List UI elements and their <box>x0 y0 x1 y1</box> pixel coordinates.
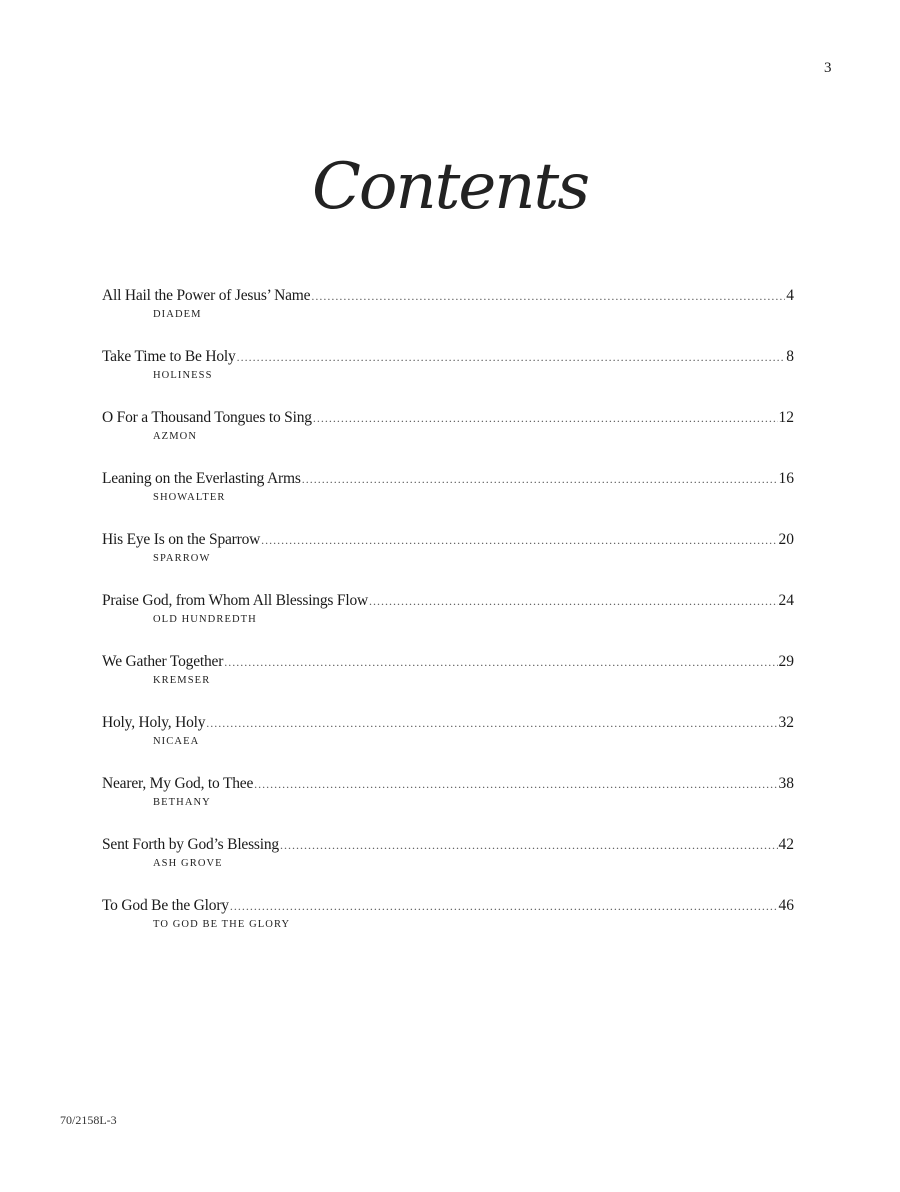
toc-entry[interactable] <box>102 530 794 591</box>
toc-line <box>102 652 794 672</box>
toc-line <box>102 896 794 916</box>
hymn-title: Holy, Holy, Holy <box>102 714 206 731</box>
hymn-title: O For a Thousand Tongues to Sing <box>102 409 312 426</box>
toc-entry[interactable] <box>102 286 794 347</box>
dot-leader <box>369 591 778 611</box>
dot-leader <box>280 835 778 855</box>
page-ref: 29 <box>778 653 794 670</box>
hymn-title: Praise God, from Whom All Blessings Flow <box>102 592 368 609</box>
dot-leader <box>313 408 778 428</box>
page-ref: 46 <box>778 897 794 914</box>
tune-name: DIADEM <box>153 309 202 320</box>
tune-name: SHOWALTER <box>153 492 226 503</box>
hymn-title: Take Time to Be Holy <box>102 348 236 365</box>
toc-entry[interactable] <box>102 408 794 469</box>
page-ref: 8 <box>786 348 794 365</box>
tune-name: BETHANY <box>153 797 211 808</box>
tune-name: HOLINESS <box>153 370 213 381</box>
toc-entry[interactable] <box>102 774 794 835</box>
toc-line <box>102 530 794 550</box>
hymn-title: All Hail the Power of Jesus’ Name <box>102 287 311 304</box>
hymn-title: Leaning on the Everlasting Arms <box>102 470 301 487</box>
toc-entry[interactable] <box>102 896 794 957</box>
tune-name: KREMSER <box>153 675 211 686</box>
dot-leader <box>224 652 777 672</box>
toc-line <box>102 591 794 611</box>
dot-leader <box>302 469 778 489</box>
page-ref: 24 <box>778 592 794 609</box>
table-of-contents <box>102 286 794 957</box>
tune-name: SPARROW <box>153 553 211 564</box>
page-ref: 4 <box>786 287 794 304</box>
toc-line <box>102 286 794 306</box>
page-ref: 38 <box>778 775 794 792</box>
tune-name: NICAEA <box>153 736 200 747</box>
hymn-title: Sent Forth by God’s Blessing <box>102 836 279 853</box>
toc-line <box>102 469 794 489</box>
page-ref: 32 <box>778 714 794 731</box>
hymn-title: His Eye Is on the Sparrow <box>102 531 261 548</box>
page-number: 3 <box>824 60 832 76</box>
tune-name: ASH GROVE <box>153 858 223 869</box>
page-title: Contents <box>311 150 589 224</box>
toc-entry[interactable] <box>102 652 794 713</box>
toc-line <box>102 713 794 733</box>
dot-leader <box>206 713 777 733</box>
page-ref: 12 <box>778 409 794 426</box>
toc-entry[interactable] <box>102 835 794 896</box>
tune-name: OLD HUNDREDTH <box>153 614 257 625</box>
page-ref: 16 <box>778 470 794 487</box>
toc-line <box>102 347 794 367</box>
toc-entry[interactable] <box>102 347 794 408</box>
dot-leader <box>237 347 786 367</box>
hymn-title: We Gather Together <box>102 653 224 670</box>
page-ref: 42 <box>778 836 794 853</box>
dot-leader <box>230 896 778 916</box>
tune-name: AZMON <box>153 431 197 442</box>
catalog-number: 70/2158L-3 <box>60 1113 117 1127</box>
hymn-title: To God Be the Glory <box>102 897 229 914</box>
toc-line <box>102 408 794 428</box>
dot-leader <box>254 774 777 794</box>
toc-line <box>102 774 794 794</box>
toc-entry[interactable] <box>102 713 794 774</box>
toc-line <box>102 835 794 855</box>
tune-name: TO GOD BE THE GLORY <box>153 919 291 930</box>
page-ref: 20 <box>778 531 794 548</box>
toc-entry[interactable] <box>102 591 794 652</box>
hymn-title: Nearer, My God, to Thee <box>102 775 254 792</box>
dot-leader <box>261 530 777 550</box>
toc-entry[interactable] <box>102 469 794 530</box>
dot-leader <box>311 286 785 306</box>
